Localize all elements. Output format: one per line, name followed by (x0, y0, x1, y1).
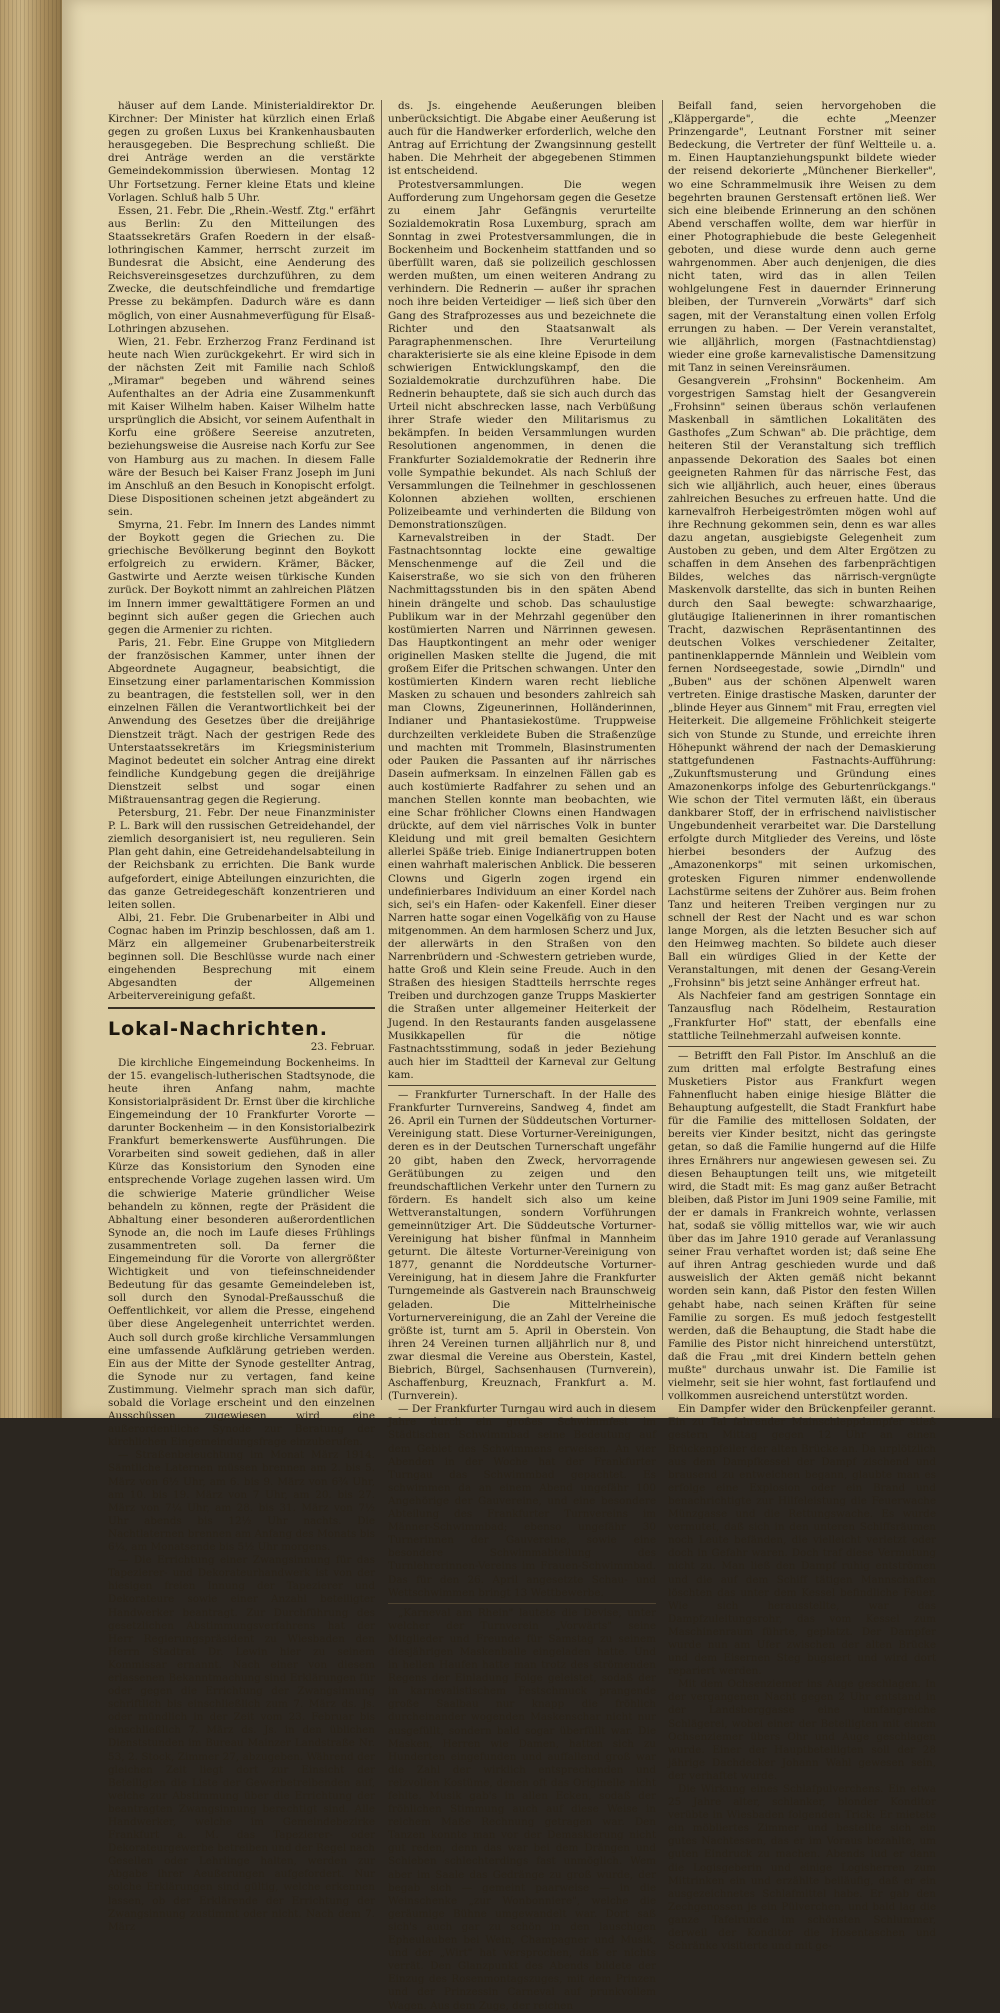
section-title: Lokal-Nachrichten. (108, 1018, 328, 1041)
column-3 (668, 100, 936, 1953)
column-rule-1 (381, 100, 382, 1400)
article-paragraph: Gesangverein „Frohsinn" Bockenheim. Am vorgestrigen Samstag hielt der Gesangverein „Frohsinn" seinen überaus schön verlaufenen Maskenball in sämtlichen Lokalitäten des Gasthofes „Zum Schwan" ab. Die prächtige, dem heiteren Stil der Veranstaltung sich trefflich anpassende Dekoration des Saales bot einen geeigneten Rahmen für das närrische Fest, das sich wie alljährlich, auch heuer, eines überaus zahlreichen Besuches zu erfreuen hatte. Und die karnevalfroh Herbeigeströmten mögen wohl auf ihre Rechnung gekommen sein, denn es war alles dazu angetan, ausgiebigste Gelegenheit zum Austoben zu geben, und dem Alter Ergötzen zu schaffen in dem Ansehen des farbenprächtigen Bildes, welches das närrisch-vergnügte Maskenvolk darstellte, das sich in bunten Reihen durch den Saal bewegte: schwarzhaarige, glutäugige Italienerinnen in ihrer romantischen Tracht, dazwischen Repräsentantinnen des deutschen Volkes verschiedener Zeitalter, pantinenklappernde Männlein und Weiblein vom fernen Nordseegestade, sowie „Dirndln" und „Buben" aus der schönen Alpenwelt waren vertreten. Einige drastische Masken, darunter der „blinde Heyer aus Ginnem" mit Frau, erregten viel Heiterkeit. Die allgemeine Fröhlichkeit steigerte sich von Stunde zu Stunde, und erreichte ihren Höhepunkt während der nach der Demaskierung stattgefundenen Fastnachts-Aufführung: „Zukunftsmusterung und Gründung eines Amazonenkorps infolge des Geburtenrückgangs." Wie schon der Titel vermuten läßt, ein überaus dankbarer Stoff, der in erfrischend naivlistischer Ungebundenheit verarbeitet war. Die Darstellung erfolgte durch Mitglieder des Vereins, und löste hierbei besonders der Aufzug des „Amazonenkorps" mit seinen urkomischen, grotesken Figuren nimmer endenwollende Lachstürme seitens der Zuhörer aus. Beim frohen Tanz und heiteren Treiben vergingen nur zu schnell der Rest der Nacht und es war schon lange Morgen, als die letzten Besucher sich auf den Heimweg machten. So bildete auch dieser Ball ein würdiges Glied in der Kette der Veranstaltungen, mit denen der Gesang-Verein „Frohsinn" bis jetzt seine Anhänger erfreut hat. (668, 374, 936, 990)
article-paragraph: — Betrifft den Fall Pistor. Im Anschluß an die zum dritten mal erfolgte Bestrafung eines Musketiers Pistor aus Frankfurt wegen Fahnenflucht haben einige hiesige Blätter die Behauptung aufgestellt, die Stadt Frankfurt habe für die Familie des mittellosen Soldaten, der bereits vier Kinder besitzt, nicht das geringste getan, so daß die Familie hungernd auf die Hilfe ihres Ernährers nur angewiesen gewesen sei. Zu diesen Behauptungen teilt uns, wie mitgeteilt wird, die Stadt mit: Es mag ganz außer Betracht bleiben, daß Pistor im Juni 1909 seine Familie, mit der er damals in Frankreich wohnte, verlassen hat, sodaß sie völlig mittellos war, wie wir auch über das im Jahre 1910 gerade auf Veranlassung seiner Frau verhaftet worden ist; daß seine Ehe auf ihren Antrag geschieden wurde und daß ausweislich der Akten gemäß nicht bekannt worden sein kann, daß Pistor den festen Willen gehabt habe, nach seinen Kräften für seine Familie zu sorgen. Es muß jedoch festgestellt werden, daß die Behauptung, die Stadt habe die Familie des Pistor nicht hinreichend unterstützt, daß die Frau „mit drei Kindern betteln gehen mußte" durchaus unwahr ist. Die Familie ist vielmehr, seit sie hier wohnt, fast fortlaufend und vollkommen ausreichend unterstützt worden. (668, 1049, 936, 1403)
article-paragraph: häuser auf dem Lande. Ministerialdirektor Dr. Kirchner: Der Minister hat kürzlich einen Erlaß gegen zu großen Luxus bei Krankenhausbauten herausgegeben. Die Besprechung schließt. Die drei Anträge werden an die verstärkte Gemeindekommission überwiesen. Montag 12 Uhr Fortsetzung. Ferner kleine Etats und kleine Vorlagen. Schluß halb 5 Uhr. (108, 100, 375, 204)
article-paragraph: Beifall fand, seien hervorgehoben die „Kläppergarde", die echte „Meenzer Prinzengarde", Leutnant Forstner mit seiner Bedeckung, die Vertreter der fünf Weltteile u. a. m. Einen Hauptanziehungspunkt bildete wieder der reisend dekorierte „Münchener Bierkeller", wo eine Schrammelmusik ihre Weisen zu dem begehrten braunen Gerstensaft ertönen ließ. Wer sich eine bleibende Erinnerung an den schönen Abend verschaffen wollte, dem war hierfür in einer Photographiebude die beste Gelegenheit geboten, und diese wurde denn auch gerne wahrgenommen. Aber auch denjenigen, die dies nicht taten, wird das in allen Teilen wohlgelungene Fest in dauernder Erinnerung bleiben, der Turnverein „Vorwärts" darf sich sagen, mit der Veranstaltung einen vollen Erfolg errungen zu haben. — Der Verein veranstaltet, wie alljährlich, morgen (Fastnachtdienstag) wieder eine große karnevalistische Damensitzung mit Tanz in seinen Vereinsräumen. (668, 100, 936, 374)
scan-border-right (992, 0, 1000, 1418)
article-paragraph: Petersburg, 21. Febr. Der neue Finanzminister P. L. Bark will den russischen Getreidehandel, der ziemlich desorganisiert ist, neu regulieren. Sein Plan geht dahin, eine Getreidehandelsabteilung in der Reichsbank zu errichten. Die Bank wurde aufgefordert, einige Abteilungen einzurichten, die das ganze Getreidegeschäft konzentrieren und leiten sollen. (108, 807, 375, 911)
article-paragraph: Smyrna, 21. Febr. Im Innern des Landes nimmt der Boykott gegen die Griechen zu. Die griechische Bevölkerung beginnt den Boykott erfolgreich zu erwidern. Krämer, Bäcker, Gastwirte und Aerzte weisen türkische Kunden zurück. Der Boykott nimmt an zahlreichen Plätzen im Innern immer gewalttätigere Formen an und beginnt sich außer gegen die Griechen auch gegen die Armenier zu richten. (108, 519, 375, 636)
section-date: 23. Februar. (310, 1041, 375, 1054)
article-paragraph: — Der Frankfurter Turngau wird auch in diesem Jahre durch ein großes Schwimmfest im Städtischen Schwimmbad seine Bedeutung auf dem Gebiet des Schwimmens erweisen. An vier Abenden in der Woche hat der Frankfurter Turngau das Schwimmbad gepachtet. Es schwimmen da an einem Abend ungefähr 100 Angehörige der Gauvereine, und eine besondere Abteilung des Frankfurter Turnvereins im Männer-Schwimmbad; ebenso ungefähr 30 Turnerinnen der Gauvereine, sowie eine besondere Schwimmabteilung des Turnlehrerinnen-Vereins im Frauen-Schwimmbad. Das für den 26. April angesetzte Schau- und Wettschwimmen bringt 13 Wettbewerbe. (388, 1403, 656, 1599)
article-paragraph: Protestversammlungen. Die wegen Aufforderung zum Ungehorsam gegen die Gesetze zu einem Jahr Gefängnis verurteilte Sozialdemokratin Rosa Luxemburg, sprach am Sonntag in zwei Protestversammlungen, die in Bockenheim und Bockenheim stattfanden und so überfüllt waren, daß sie polizeilich geschlossen werden mußten, um einen weiteren Andrang zu verhindern. Die Rednerin — außer ihr sprachen noch ihre beiden Verteidiger — ließ sich über den Gang des Strafprozesses aus und bezeichnete die Richter und den Staatsanwalt als Paragraphenmenschen. Ihre Verurteilung charakterisierte sie als eine kleine Episode in dem schwierigen Entwicklungskampf, den die Sozialdemokratie durchzuführen habe. Die Rednerin behauptete, daß sie sich auch durch das Urteil nicht abschrecken lasse, nach Verbüßung ihrer Strafe wieder den Militarismus zu bekämpfen. In beiden Versammlungen wurden Resolutionen angenommen, in denen die Frankfurter Sozialdemokratie der Rednerin ihre volle Sympathie bekundet. Als nach Schluß der Versammlungen die Teilnehmer in geschlossenen Kolonnen abziehen wollten, erschienen Polizeibeamte und verhinderten die Bildung von Demonstrationszügen. (388, 178, 656, 531)
column-2 (388, 100, 656, 2012)
column-rule-2 (662, 100, 663, 1400)
article-divider (388, 1085, 656, 1086)
article-paragraph: Paris, 21. Febr. Eine Gruppe von Mitgliedern der französischen Kammer, unter ihnen der Abgeordnete Augagneur, beabsichtigt, die Einsetzung einer parlamentarischen Kommission zu beantragen, die feststellen soll, wer in den einzelnen Fällen die Verantwortlichkeit bei der Anwendung des Gesetzes über die dreijährige Dienstzeit trägt. Nach der gestrigen Rede des Unterstaatssekretärs im Kriegsministerium Maginot bedeutet ein solcher Antrag eine direkt feindliche Kundgebung gegen die dreijährige Dienstzeit selbst und sogar einen Mißtrauensantrag gegen die Regierung. (108, 636, 375, 806)
article-paragraph: Mit dem Ochsenziemer ins Auge geschlagen. In der vergangenen Nacht gegen 2 Uhr entstand in der Landsberggasse eine umfangreiche Schlägerei, wobei einer der Beteiligten mit einem Ochsenziemer übers Ohr und Auge geschlagen wurde. Einer der Hauptbeteiligten soll der 28 jährige Dachdecker Johann Wahl gewesen sein, der verhaftet wurde. (668, 1678, 936, 1782)
article-paragraph: — Straßenbeleuchtung im Monat März 1914. Sämtliche Laternen müssen brennen am 2. bis 5. März von 6½ Uhr, am 6. bis 9. März von 6¾ Uhr, am 10. bis 19. März von 7 Uhr, am 20. bis 27. März von 7¼ Uhr, am 28. bis 31. März von 7½ Uhr abends bis 12½ Uhr nachts. Die Nachtlaternen brennen am Anfang des Monats bis 6¼, am Monatsende bis 5½ Uhr morgens. (108, 1449, 375, 1554)
book-binding-edge (0, 0, 62, 1418)
article-paragraph: — Die Errichtung einer Zwangsinnung für das Tapezierer- und Dekorateurhandwerk ist von der hiesigen freien Innung der Tapezierer und Dekorateure sowie einer Anzahl beteiligter Handwerker beantragt. Zur Durchführung des gesetzlichen Abstimmungsverfahrens hat der Herr Regierungspräsident zu Wiesbaden den Herrn Stadtrat Dr. Lewin hier zu seinem Kommissar ernannt. Nach einer von diesem erlassenen Bekanntmachung sind Erklärungen für oder gegen die Errichtung der Zwangsinnung schriftlich bis einschließlich zum 7. März ds. Js. oder mündlich in der Zeit vom 23. Februar bis einschließlich 7. März ds. Js. in den üblichen Dienststunden im Bureau Mainzer Landstraße Nr. 53, 2. Stock, Zimmer 27, abzugeben. Während der gleichen Zeit liegt dort zur Einsicht der Beteiligten die Liste der Gewerbetreibenden auf, welche zur Abstimmung über die Errichtung der beantragten Zwangsinnung berechtigt sind. Alle Handwerker, welche im Gemeindebezirke Frankfurt a. M. das Tapezierer- oder Dekorateurgewerbe betreiben und der Regel nach Gesellen oder Lehrlinge halten, werden zur Abgabe ihrer Aeußerungen aufgefordert. Nur solche Erklärungen sind gültig, welche erkennen lassen, ob der Erklärende der Errichtung der Zwangsinnung zustimmt oder nicht. Nach dem 7. März (108, 1554, 375, 1933)
column-1-articles-before (108, 100, 375, 1003)
article-paragraph: „Karneval am Rhein" lautete die Devise, unter welcher der Turnverein „Vorwärts" seine Mitglieder und Freunde für Samstag zu seinem diesjährigen Maskenballe eingeladen hatte. Und in hellen Haufen hatte man trotz des strömenden Regens der Einladung Folge geleistet, sodaß der in karnevalistischem Festschmuck prangende große Saalbau nur knapp die fröhlich durcheinander wogenden Maskenschar nicht nur ausgefüllt, sondern bald sogar überfüllt war. Die Masken, Herren wie Damen, hatten sich zu Hunderten eingefunden und auffallend groß war die Zahl der wirklich entsprechenden und reizvollen Kostüme, denen oft das Originelle nicht fehlte. Musik gab's in allen Ecken, sodaß der fröhlichen Stimmung auch auf diese Weise in reichem Maße Rechnung getragen war. Den Tanzen konnte man vor der Demaskierung nicht gut reden, denn das war bei dem Drängen und Schieben schlechterdings fast unmöglich. Wem aber im Saale das Gedränge zu groß wurde, der begab sich — gemeint paarweise — in die Weinschenke „zur Wonbonniere", welche die geräumige Bühne umgewandelt war. Dort saß sich's auch gar zu schön in den lauschigen Epheulauben bei Wein, Champagner und Musik, und der „Wirt" hat versprochen, daß er nichts verrät. Den Glanzpunkt des Abends bildete der Einzug des Rosenmontagszuges, mit dem Prinzen und der Prinzessin Carneval auf prunkvollem Wagen. Aus dem Zuge, der reichen (388, 1606, 656, 2012)
column-1-articles-after (108, 1057, 375, 1934)
article-divider (668, 1046, 936, 1047)
article-paragraph: Die Wirkung eines Schlafpulverchens. Ein etwa 25 Jahre alter, schlanker, blonder Konditor verübte in Wiesbaden folgenden Trick: Er mietete ein möbliertes Zimmer und bestellte sich ein gutes Nachtessen, das er im Voraus bezahlte, um guten Eindruck zu machen. Abends lud er dann die Logisgeberin und einige Logisherren zum Mittrinken ein und erzählte beiläufig, daß er ein ausgezeichnetes Schlafmittel habe. Er gab den Zechgenossen je ein Pülverchen, und bald lag die ganze Tafelrunde im schönsten Schlummer, derweil der Konditor die Hosentaschen und Schränke visitierte und mit ge- (668, 1783, 936, 1953)
article-paragraph: — Frankfurter Turnerschaft. In der Halle des Frankfurter Turnvereins, Sandweg 4, findet am 26. April ein Turnen der Süddeutschen Vorturner-Vereinigung statt. Diese Vorturner-Vereinigungen, deren es in der Deutschen Turnerschaft ungefähr 20 gibt, haben den Zweck, hervorragende Gerätübungen zu zeigen und den freundschaftlichen Verkehr unter den Turnern zu fördern. Es handelt sich also um keine Wettveranstaltungen, sondern Vorführungen gemeinnütziger Art. Die Süddeutsche Vorturner-Vereinigung hat bisher fünfmal in Mannheim geturnt. Die älteste Vorturner-Vereinigung von 1877, genannt die Norddeutsche Vorturner-Vereinigung, hat in diesem Jahre die Frankfurter Turngemeinde als Gastverein nach Braunschweig geladen. Die Mittelrheinische Vorturnervereinigung, die an Zahl der Vereine die größte ist, turnt am 5. April in Oberstein. Von ihren 24 Vereinen turnen alljährlich nur 8, und zwar diesmal die Vereine aus Oberstein, Kastel, Biebrich, Bürgel, Sachsenhausen (Turnverein), Aschaffenburg, Kreuznach, Frankfurt a. M. (Turnverein). (388, 1089, 656, 1403)
article-paragraph: Wien, 21. Febr. Erzherzog Franz Ferdinand ist heute nach Wien zurückgekehrt. Er wird sich in der nächsten Zeit mit Familie nach Schloß „Miramar" begeben und während seines Aufenthaltes an der Adria eine Zusammenkunft mit Kaiser Wilhelm haben. Kaiser Wilhelm hatte ursprünglich die Absicht, vor seinem Aufenthalt in Korfu eine größere Seereise anzutreten, beziehungsweise die Ausreise nach Korfu zur See von Hamburg aus zu machen. In diesem Falle wäre der Besuch bei Kaiser Franz Joseph im Juni im Anschluß an den Besuch in Konopischt erfolgt. Diese Dispositionen scheinen jetzt abgeändert zu sein. (108, 335, 375, 518)
article-paragraph: Essen, 21. Febr. Die „Rhein.-Westf. Ztg." erfährt aus Berlin: Zu den Mitteilungen des Staatssekretärs Grafen Roedern in der elsaß-lothringischen Kammer, herrscht zurzeit im Bundesrat die Absicht, eine Aenderung des Reichsvereinsgesetzes durchzuführen, zu dem Zwecke, die deutschfeindliche und fremdartige Presse zu bekämpfen. Dadurch wäre es dann möglich, von einer Ausnahmeverfügung für Elsaß-Lothringen abzusehen. (108, 204, 375, 335)
article-paragraph: ds. Js. eingehende Aeußerungen bleiben unberücksichtigt. Die Abgabe einer Aeußerung ist auch für die Handwerker erforderlich, welche den Antrag auf Errichtung der Zwangsinnung gestellt haben. Die Mehrheit der abgegebenen Stimmen ist entscheidend. (388, 100, 656, 178)
section-divider (108, 1007, 375, 1009)
article-divider (388, 1603, 656, 1604)
article-paragraph: Albi, 21. Febr. Die Grubenarbeiter in Albi und Cognac haben im Prinzip beschlossen, daß am 1. März ein allgemeiner Grubenarbeiterstreik beginnen soll. Die Beschlüsse wurde nach einer eingehenden Besprechung mit einem Abgesandten der Allgemeinen Arbeitervereinigung gefaßt. (108, 911, 375, 1003)
article-paragraph: Ein Dampfer wider den Brückenpfeiler gerannt. Ein zu Tal fahrender Mainschleppdampfer stieß gestern Mittag gegen 12 Uhr an einen Brückenpfeiler der alten Brücke an. Da urplötzlich aus dem Dampfkessel der Dampf zischend und brausend zu entweichen begann, glaubte man es erfolge eine Explosion oder ein Brand und benachrichtigte zur Hilfeleistung die Feuerwache Münzgasse und die Rettungswache. Es wurde vermutet, daß sich in den unteren Schiffsräumen noch Leute befänden, die vielleicht verletzt oder doch in Gefahr waren. Doch traf diese Vermutung nicht zu. Man ließ den Dampf ruhig entströmen und die auf dem Schiff tätigen Mannschaften löschten das unter dem Kessel befindliche Feuer. Wie sich herausstellte, war das Dampfzuleitungsrohr, das vom Kessel zum Maschinenraum führte, geplatzt. Der Dampfer wurde nun am Ufer zwischen der alten Brücke und dem Eisernen Steg bugsiert und wird dort repariert werden. (668, 1403, 936, 1678)
article-paragraph: Die kirchliche Eingemeindung Bockenheims. In der 15. evangelisch-lutherischen Stadtsynode, die heute ihren Anfang nahm, machte Konsistorialpräsident Dr. Ernst über die kirchliche Eingemeindung der 10 Frankfurter Vororte — darunter Bockenheim — in den Konsistorialbezirk Frankfurt bemerkenswerte Ausführungen. Die Vorarbeiten sind soweit gediehen, daß in aller Kürze das Konsistorium den Synoden eine entsprechende Vorlage zugehen lassen wird. Um die schwierige Materie gründlicher Weise behandeln zu können, regte der Präsident die Abhaltung einer besonderen außerordentlichen Synode an, die noch im Laufe dieses Frühlings zusammentreten soll. Da ferner die Eingemeindung für die Vororte von allergrößter Wichtigkeit und von tiefeinschneidender Bedeutung für das gesamte Gemeindeleben ist, soll durch den Synodal-Preßausschuß die Oeffentlichkeit, vor allem die Presse, eingehend über diese Angelegenheit unterrichtet werden. Auch soll durch große kirchliche Versammlungen eine umfassende Aufklärung getrieben werden. Ein aus der Mitte der Synode gestellter Antrag, die Synode nur zu vertagen, fand keine Zustimmung. Vielmehr sprach man sich dafür, sobald die Vorlage erscheint und den einzelnen Ausschüssen zugewiesen wird, eine außerordentliche Synode zur Beratung der kirchlichen Eingemeindungsfrage einzuberufen. (108, 1056, 375, 1449)
column-1 (108, 100, 375, 1933)
article-paragraph: Karnevalstreiben in der Stadt. Der Fastnachtsonntag lockte eine gewaltige Menschenmenge auf die Zeil und die Kaiserstraße, wo sie sich von den früheren Nachmittagsstunden bis in den späten Abend hinein drängelte und schob. Das schaulustige Publikum war in der Mehrzahl gegenüber den kostümierten Narren und Närrinnen gewesen. Das Hauptkontingent an mehr oder weniger originellen Masken stellte die Jugend, die mit großem Eifer die Pritschen schwangen. Unter den kostümierten Kindern waren recht liebliche Masken zu schauen und besonders zahlreich sah man Clowns, Zigeunerinnen, Holländerinnen, Indianer und Phantasiekostüme. Truppweise durchzeilten verkleidete Buben die Straßenzüge und machten mit Trommeln, Blasinstrumenten oder Pauken die Passanten auf ihr närrisches Dasein aufmerksam. In einzelnen Fällen gab es auch kostümierte Radfahrer zu sehen und an manchen Stellen konnte man beobachten, wie eine Schar fröhlicher Clowns einen Handwagen drückte, auf dem viel närrisches Volk in bunter Kleidung und mit greil bemalten Gesichtern allerlei Späße trieb. Einige Indianertruppen boten einen wahrhaft malerischen Anblick. Die besseren Clowns und Gigerln zogen irgend ein undefinierbares Individuum an einer Kordel nach sich, sei's ein Hafen- oder Kakenfell. Einer dieser Narren hatte sogar einen Vogelkäfig von zu Hause mitgenommen. An dem harmlosen Scherz und Jux, der allerwärts in den Straßen von den Narrenbrüdern und -Schwestern getrieben wurde, hatte Groß und Klein seine Freude. Auch in den Straßen des hiesigen Stadtteils herrschte reges Treiben und durchzogen ganze Trupps Maskierter die Straßen unter allgemeiner Heiterkeit der Jugend. In den Restaurants fanden ausgelassene Musikkapellen für die nötige Fastnachtsstimmung, sodaß in jeder Beziehung auch hier im Stadtteil der Karneval zur Geltung kam. (388, 532, 656, 1081)
article-paragraph: Als Nachfeier fand am gestrigen Sonntage ein Tanzausflug nach Rödelheim, Restauration „Frankfurter Hof" statt, der ebenfalls eine stattliche Teilnehmerzahl aufweisen konnte. (668, 990, 936, 1042)
